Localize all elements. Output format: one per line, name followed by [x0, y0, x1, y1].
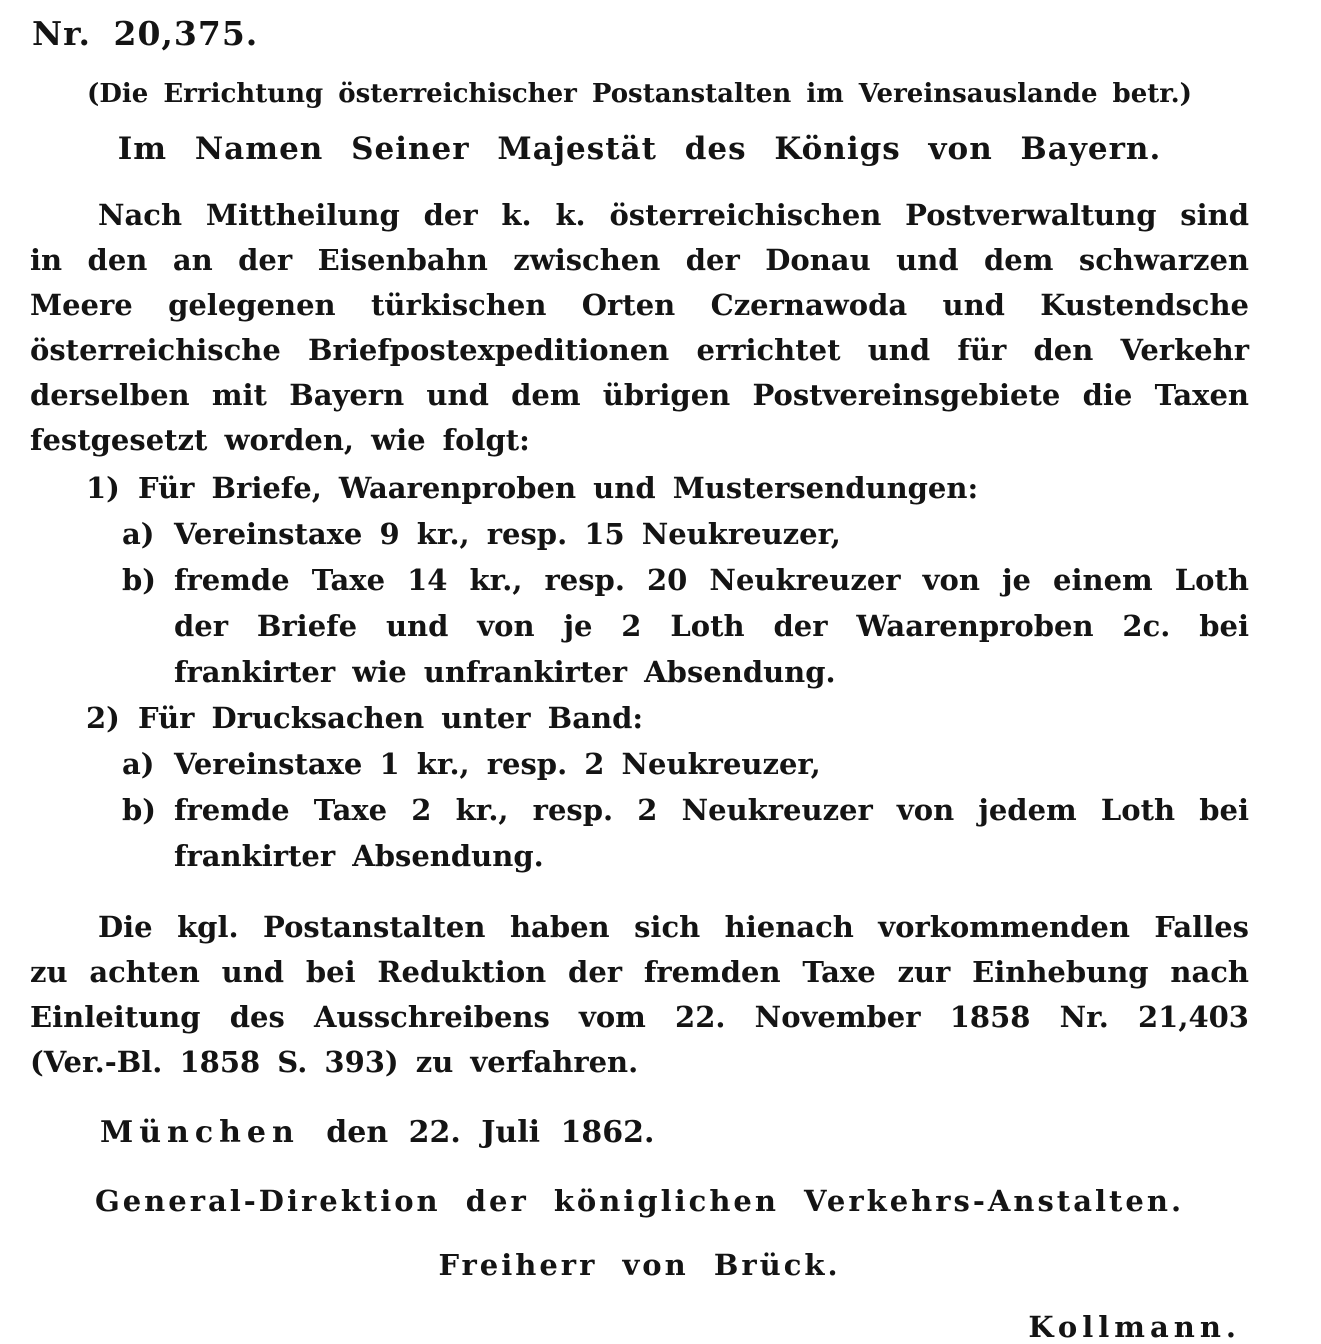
- tariff-list: [30, 465, 1249, 879]
- list-item-number: 1): [86, 471, 120, 505]
- intro-paragraph: Nach Mittheilung der k. k. österreichischen Postverwaltung sind in den an der Eisenbahn zwischen der Donau und dem schwarzen Meere gelegenen türkischen Orten Czernawoda und Kustendsche österreichische Briefpostexpeditionen errichtet und für den Verkehr derselben mit Bayern und dem übrigen Postvereinsgebiete die Taxen festgesetzt worden, wie folgt:: [30, 198, 1249, 457]
- dateline: [100, 1115, 1249, 1150]
- sub-item-letter: b): [122, 563, 156, 597]
- subject-line: (Die Errichtung österreichischer Postanstalten im Vereinsauslande betr.): [87, 79, 1192, 109]
- doc-number: Nr. 20,375.: [32, 14, 259, 53]
- issuing-authority: General-Direktion der königlichen Verkehrs-Anstalten.: [94, 1184, 1185, 1218]
- list-item-title: Für Briefe, Waarenproben und Mustersendungen:: [138, 471, 979, 505]
- signature-freiherr-von-brueck: Freiherr von Brück.: [438, 1248, 841, 1282]
- list-sub-item: [122, 741, 1249, 787]
- list-item-title: Für Drucksachen unter Band:: [138, 701, 644, 735]
- sub-item-text: Vereinstaxe 9 kr., resp. 15 Neukreuzer,: [174, 517, 841, 551]
- signature-kollmann: Kollmann.: [1028, 1310, 1241, 1344]
- list-item: [86, 465, 1249, 511]
- sub-item-letter: b): [122, 793, 156, 827]
- royal-proclamation-heading: Im Namen Seiner Majestät des Königs von Bayern.: [117, 131, 1162, 167]
- sub-item-text: fremde Taxe 14 kr., resp. 20 Neukreuzer von je einem Loth der Briefe und von je 2 Loth der Waarenproben 2c. bei frankirter wie unfrankirter Absendung.: [174, 563, 1249, 689]
- list-sub-item: [122, 557, 1249, 695]
- dateline-date: den 22. Juli 1862.: [326, 1115, 655, 1150]
- list-item-number: 2): [86, 701, 120, 735]
- dateline-city: München: [100, 1115, 300, 1150]
- list-sub-item: [122, 511, 1249, 557]
- sub-item-letter: a): [122, 747, 155, 781]
- closing-paragraph: Die kgl. Postanstalten haben sich hienach vorkommenden Falles zu achten und bei Reduktion der fremden Taxe zur Einhebung nach Einleitung des Ausschreibens vom 22. November 1858 Nr. 21,403 (Ver.-Bl. 1858 S. 393) zu verfahren.: [30, 910, 1249, 1079]
- sub-item-letter: a): [122, 517, 155, 551]
- sub-item-text: Vereinstaxe 1 kr., resp. 2 Neukreuzer,: [174, 747, 821, 781]
- list-sub-item: [122, 787, 1249, 879]
- list-item: [86, 695, 1249, 741]
- sub-item-text: fremde Taxe 2 kr., resp. 2 Neukreuzer von jedem Loth bei frankirter Absendung.: [174, 793, 1249, 873]
